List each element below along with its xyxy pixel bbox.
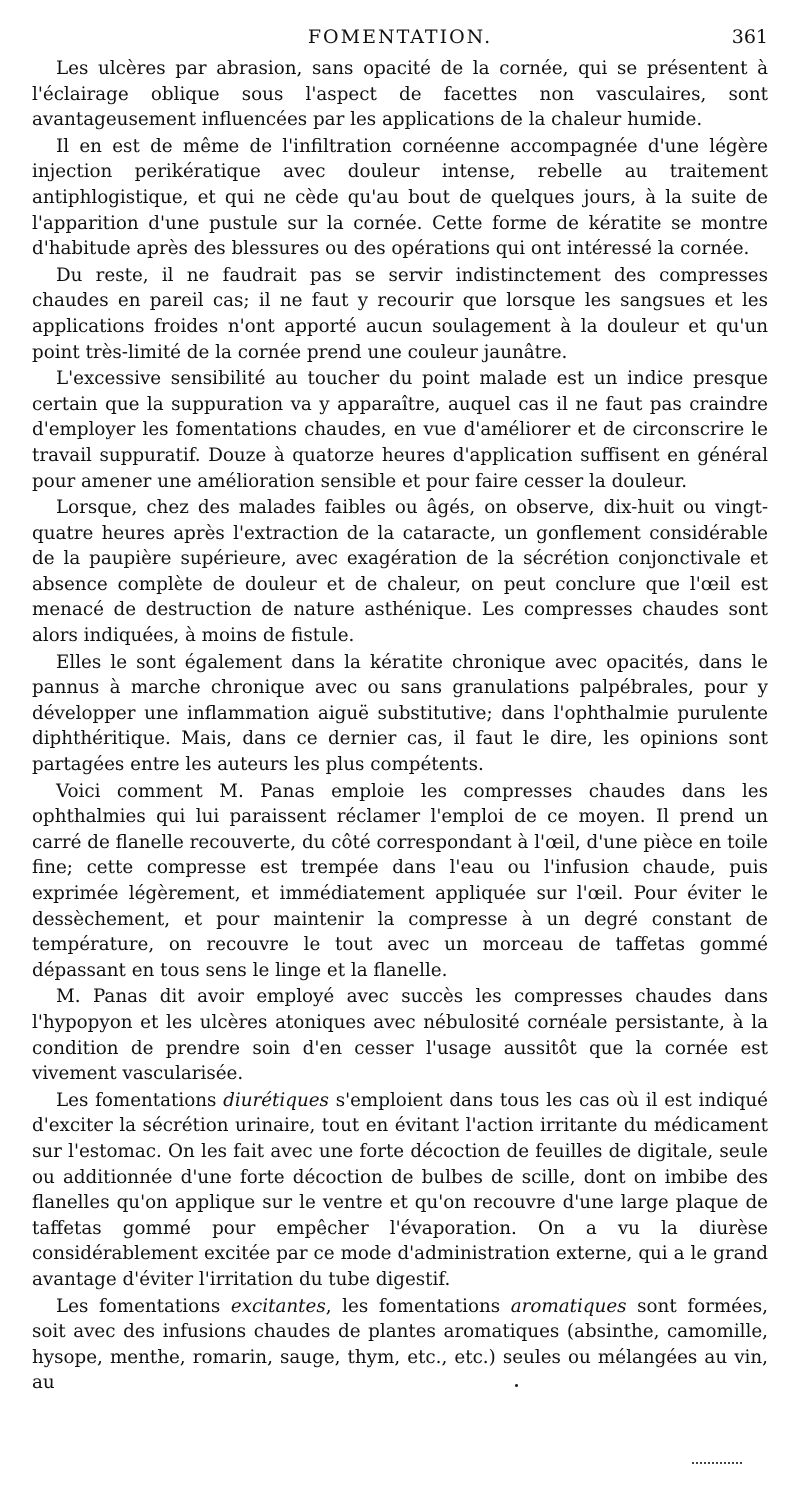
running-title: FOMENTATION.: [307, 26, 493, 48]
page-header: [32, 26, 768, 56]
paragraph-panas-method: Voici comment M. Panas emploie les compresses chaudes dans les ophthalmies qui lui paraissent réclamer l'emploi de ce moyen. Il prend un carré de flanelle recouverte, du côté correspondant à l'œil, d'une pièce en toile fine; cette compresse est trempée dans l'eau ou l'infusion chaude, puis exprimée légèrement, et immédiatement appliquée sur l'œil. Pour éviter le dessèchement, et pour maintenir la compresse à un degré constant de température, on recouvre le tout avec un morceau de taffetas gommé dépassant en tous sens le linge et la flanelle.: [32, 780, 768, 981]
paragraph-ulceres: Les ulcères par abrasion, sans opacité de la cornée, qui se présentent à l'éclairage oblique sous l'aspect de facettes non vasculaires, sont avantageusement influencées par les applications de la chaleur humide.: [32, 58, 768, 131]
page-number: 361: [731, 26, 768, 48]
paragraph-panas-hypopyon: M. Panas dit avoir employé avec succès les compresses chaudes dans l'hypopyon et les ulcères atoniques avec nébulosité cornéale persistante, à la condition de prendre soin d'en cesser l'usage aussitôt que la cornée est vivement vascularisée.: [32, 986, 768, 1085]
diuretiques-after: s'emploient dans tous les cas où il est indiqué d'exciter la sécrétion urinaire, tout en évitant l'action irritante du médicament sur l'estomac. On les fait avec une forte décoction de feuilles de digitale, seule ou additionnée d'une forte décoction de bulbes de scille, dont on imbibe des flanelles qu'on applique sur le ventre et qu'on recouvre d'une large plaque de taffetas gommé pour empêcher l'évaporation. On a vu la diurèse considérablement excitée par ce mode d'administration externe, qui a le grand avantage d'éviter l'irritation du tube digestif.: [32, 1089, 768, 1290]
paragraph-du-reste: Du reste, il ne faudrait pas se servir indistinctement des compresses chaudes en pareil cas; il ne faut y recourir que lorsque les sangsues et les applications froides n'ont apporté aucun soulagement à la douleur et qu'un point très-limité de la cornée prend une couleur jaunâtre.: [32, 264, 768, 363]
ink-dash-mark: [692, 1462, 742, 1466]
aromatiques-term: aromatiques: [510, 1295, 627, 1317]
paragraph-sensibilite: L'excessive sensibilité au toucher du point malade est un indice presque certain que la suppuration va y apparaître, auquel cas il ne faut pas craindre d'employer les fomentations chaudes, en vue d'améliorer et de circonscrire le travail suppuratif. Douze à quatorze heures d'application suffisent en général pour amener une amélioration sensible et pour faire cesser la douleur.: [32, 368, 768, 492]
diuretiques-before: Les fomentations: [56, 1089, 224, 1111]
excitantes-after: sont formées, soit avec des infusions chaudes de plantes aromatiques (absinthe, camomille, hysope, menthe, romarin, sauge, thym, etc., etc.) seules ou mélangées au vin, au: [32, 1295, 768, 1394]
diuretiques-term: diurétiques: [223, 1089, 329, 1111]
body-text: [32, 56, 768, 1396]
book-page: [32, 26, 768, 1397]
paragraph-cataracte: Lorsque, chez des malades faibles ou âgés, on observe, dix-huit ou vingt-quatre heures après l'extraction de la cataracte, un gonflement considérable de la paupière supérieure, avec exagération de la sécrétion conjonctivale et absence complète de douleur et de chaleur, on peut conclure que l'œil est menacé de destruction de nature asthénique. Les compresses chaudes sont alors indiquées, à moins de fistule.: [32, 497, 768, 647]
paragraph-infiltration: Il en est de même de l'infiltration cornéenne accompagnée d'une légère injection perikératique avec douleur intense, rebelle au traitement antiphlogistique, et qui ne cède qu'au bout de quelques jours, à la suite de l'apparition d'une pustule sur la cornée. Cette forme de kératite se montre d'habitude après des blessures ou des opérations qui ont intéressé la cornée.: [32, 135, 768, 260]
excitantes-term: excitantes: [230, 1295, 326, 1317]
page-footer-marks: [0, 1370, 800, 1470]
excitantes-before: Les fomentations: [56, 1295, 231, 1317]
excitantes-middle: , les fomentations: [325, 1295, 511, 1317]
paragraph-keratite-chronique: Elles le sont également dans la kératite chronique avec opacités, dans le pannus à marche chronique avec ou sans granulations palpébrales, pour y développer une inflammation aiguë substitutive; dans l'ophthalmie purulente diphthéritique. Mais, dans ce dernier cas, il faut le dire, les opinions sont partagées entre les auteurs les plus compétents.: [32, 651, 768, 776]
paragraph-diuretiques: [32, 1088, 768, 1293]
ink-dot: [515, 1384, 518, 1387]
